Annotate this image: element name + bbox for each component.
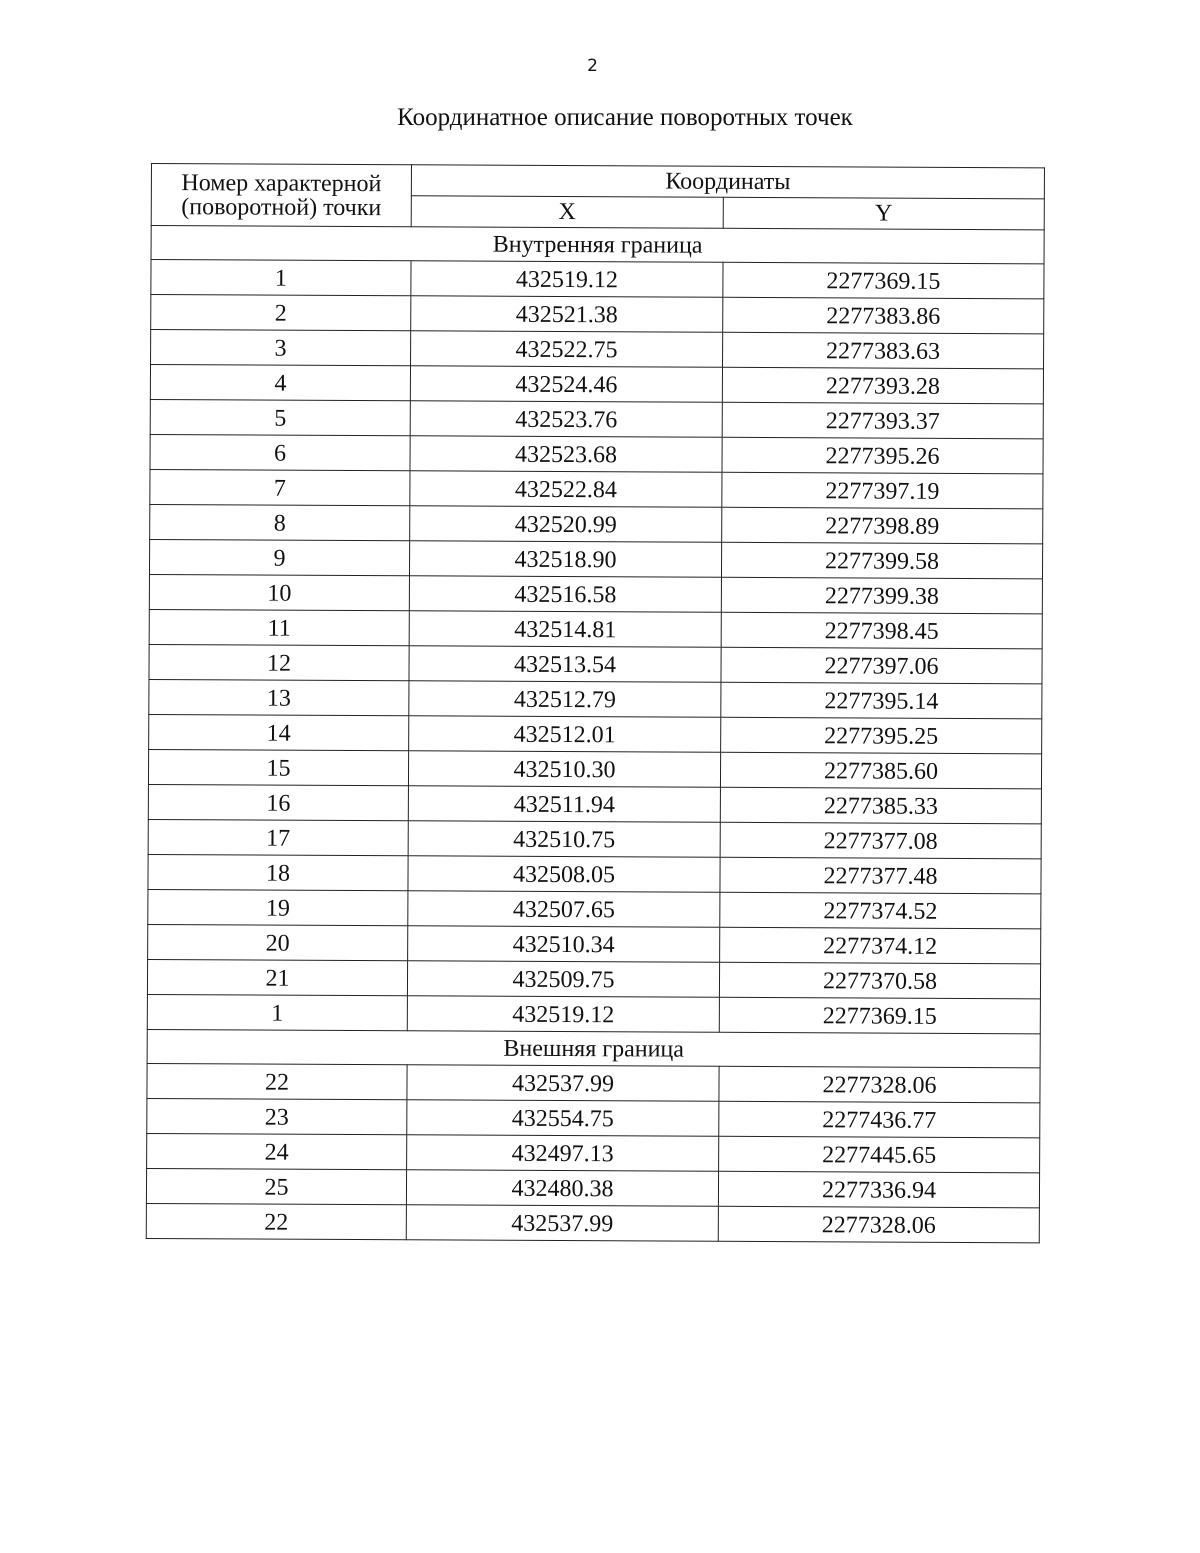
point-number-cell: 25 <box>146 1168 406 1204</box>
section-title: Внешняя граница <box>147 1029 1040 1067</box>
y-coordinate-cell: 2277436.77 <box>719 1101 1040 1138</box>
table-row <box>151 260 1044 299</box>
table-row <box>149 539 1042 578</box>
y-coordinate-cell: 2277445.65 <box>719 1136 1040 1173</box>
x-coordinate-cell: 432523.76 <box>410 401 722 438</box>
y-coordinate-cell: 2277397.19 <box>722 472 1043 509</box>
point-number-cell: 21 <box>147 959 407 995</box>
y-coordinate-cell: 2277393.28 <box>722 367 1043 404</box>
point-number-cell: 22 <box>146 1203 406 1239</box>
y-coordinate-cell: 2277398.89 <box>722 507 1043 544</box>
point-number-cell: 19 <box>148 889 408 925</box>
table-row <box>147 994 1040 1033</box>
y-coordinate-cell: 2277385.33 <box>720 787 1041 824</box>
section-title: Внутренняя граница <box>151 226 1044 264</box>
table-row <box>150 365 1043 404</box>
table-row <box>150 469 1043 508</box>
x-coordinate-cell: 432509.75 <box>407 961 719 998</box>
point-number-cell: 22 <box>147 1063 407 1099</box>
y-coordinate-cell: 2277393.37 <box>722 402 1043 439</box>
y-coordinate-cell: 2277377.08 <box>720 822 1041 859</box>
x-coordinate-cell: 432511.94 <box>408 786 720 823</box>
point-number-cell: 16 <box>148 784 408 820</box>
y-coordinate-cell: 2277399.58 <box>721 542 1042 579</box>
x-coordinate-cell: 432510.75 <box>408 821 720 858</box>
x-coordinate-cell: 432520.99 <box>410 506 722 543</box>
point-number-cell: 6 <box>150 434 410 470</box>
point-number-cell: 2 <box>151 295 411 331</box>
y-coordinate-cell: 2277374.52 <box>720 892 1041 929</box>
y-coordinate-cell: 2277336.94 <box>718 1171 1039 1208</box>
x-coordinate-cell: 432522.84 <box>410 471 722 508</box>
point-number-cell: 4 <box>150 365 410 401</box>
table-row <box>148 854 1041 893</box>
table-row <box>147 1133 1040 1172</box>
coordinates-table <box>146 163 1045 1243</box>
point-number-cell: 7 <box>150 469 410 505</box>
y-coordinate-cell: 2277383.63 <box>723 332 1044 369</box>
point-number-cell: 15 <box>148 749 408 785</box>
x-coordinate-cell: 432480.38 <box>406 1170 718 1207</box>
table-row <box>148 784 1041 823</box>
table-row <box>151 330 1044 369</box>
table-row <box>148 749 1041 788</box>
x-coordinate-cell: 432519.12 <box>407 996 719 1033</box>
point-number-cell: 1 <box>147 994 407 1030</box>
y-coordinate-cell: 2277328.06 <box>719 1066 1040 1103</box>
point-number-cell: 14 <box>149 714 409 750</box>
section-row <box>151 226 1044 264</box>
x-coordinate-cell: 432523.68 <box>410 436 722 473</box>
x-coordinate-cell: 432521.38 <box>411 296 723 333</box>
point-number-cell: 13 <box>149 679 409 715</box>
table-row <box>147 1063 1040 1102</box>
table-row <box>149 714 1042 753</box>
table-row <box>150 434 1043 473</box>
y-column-header: Y <box>723 197 1044 230</box>
y-coordinate-cell: 2277399.38 <box>721 577 1042 614</box>
y-coordinate-cell: 2277369.15 <box>723 262 1044 299</box>
x-coordinate-cell: 432508.05 <box>408 856 720 893</box>
y-coordinate-cell: 2277395.25 <box>721 717 1042 754</box>
x-coordinate-cell: 432518.90 <box>409 541 721 578</box>
table-row <box>149 644 1042 683</box>
y-coordinate-cell: 2277397.06 <box>721 647 1042 684</box>
point-number-cell: 11 <box>149 609 409 645</box>
point-number-cell: 3 <box>151 330 411 366</box>
table-row <box>147 1098 1040 1137</box>
x-coordinate-cell: 432512.01 <box>409 716 721 753</box>
x-coordinate-cell: 432537.99 <box>406 1205 718 1242</box>
table-row <box>146 1203 1039 1242</box>
point-number-cell: 1 <box>151 260 411 296</box>
x-coordinate-cell: 432512.79 <box>409 681 721 718</box>
point-number-cell: 5 <box>150 399 410 435</box>
x-coordinate-cell: 432537.99 <box>407 1065 719 1102</box>
point-number-cell: 24 <box>147 1133 407 1169</box>
y-coordinate-cell: 2277398.45 <box>721 612 1042 649</box>
table-row <box>150 399 1043 438</box>
x-coordinate-cell: 432510.34 <box>408 926 720 963</box>
x-coordinate-cell: 432522.75 <box>411 331 723 368</box>
table-row <box>149 679 1042 718</box>
table-row <box>147 959 1040 998</box>
x-column-header: X <box>411 196 723 229</box>
table-body <box>146 226 1044 1243</box>
y-coordinate-cell: 2277385.60 <box>720 752 1041 789</box>
x-coordinate-cell: 432510.30 <box>408 751 720 788</box>
y-coordinate-cell: 2277369.15 <box>719 997 1040 1034</box>
point-number-header-line2: (поворотной) точки <box>181 193 382 221</box>
table-row <box>151 295 1044 334</box>
x-coordinate-cell: 432513.54 <box>409 646 721 683</box>
table-row <box>150 504 1043 543</box>
y-coordinate-cell: 2277328.06 <box>718 1206 1039 1243</box>
x-coordinate-cell: 432497.13 <box>407 1135 719 1172</box>
x-coordinate-cell: 432524.46 <box>410 366 722 403</box>
point-number-cell: 20 <box>148 924 408 960</box>
point-number-cell: 23 <box>147 1098 407 1134</box>
y-coordinate-cell: 2277395.26 <box>722 437 1043 474</box>
table-row <box>149 574 1042 613</box>
document-title: Координатное описание поворотных точек <box>397 104 853 131</box>
table-row <box>146 1168 1039 1207</box>
x-coordinate-cell: 432516.58 <box>409 576 721 613</box>
table-row <box>148 924 1041 963</box>
x-coordinate-cell: 432507.65 <box>408 891 720 928</box>
point-number-cell: 10 <box>149 574 409 610</box>
x-coordinate-cell: 432519.12 <box>411 261 723 298</box>
table-row <box>148 819 1041 858</box>
y-coordinate-cell: 2277370.58 <box>719 962 1040 999</box>
point-number-header <box>151 164 411 227</box>
x-coordinate-cell: 432514.81 <box>409 611 721 648</box>
table-row <box>149 609 1042 648</box>
table-row <box>148 889 1041 928</box>
point-number-cell: 17 <box>148 819 408 855</box>
point-number-cell: 9 <box>149 539 409 575</box>
coordinates-group-header: Координаты <box>411 165 1044 199</box>
x-coordinate-cell: 432554.75 <box>407 1100 719 1137</box>
table-header-row <box>151 164 1044 199</box>
point-number-cell: 18 <box>148 854 408 890</box>
y-coordinate-cell: 2277395.14 <box>721 682 1042 719</box>
point-number-cell: 8 <box>150 504 410 540</box>
point-number-cell: 12 <box>149 644 409 680</box>
y-coordinate-cell: 2277383.86 <box>723 297 1044 334</box>
point-number-header-line1: Номер характерной <box>181 169 382 197</box>
page-number: 2 <box>587 56 598 76</box>
y-coordinate-cell: 2277374.12 <box>720 927 1041 964</box>
section-row <box>147 1029 1040 1067</box>
y-coordinate-cell: 2277377.48 <box>720 857 1041 894</box>
